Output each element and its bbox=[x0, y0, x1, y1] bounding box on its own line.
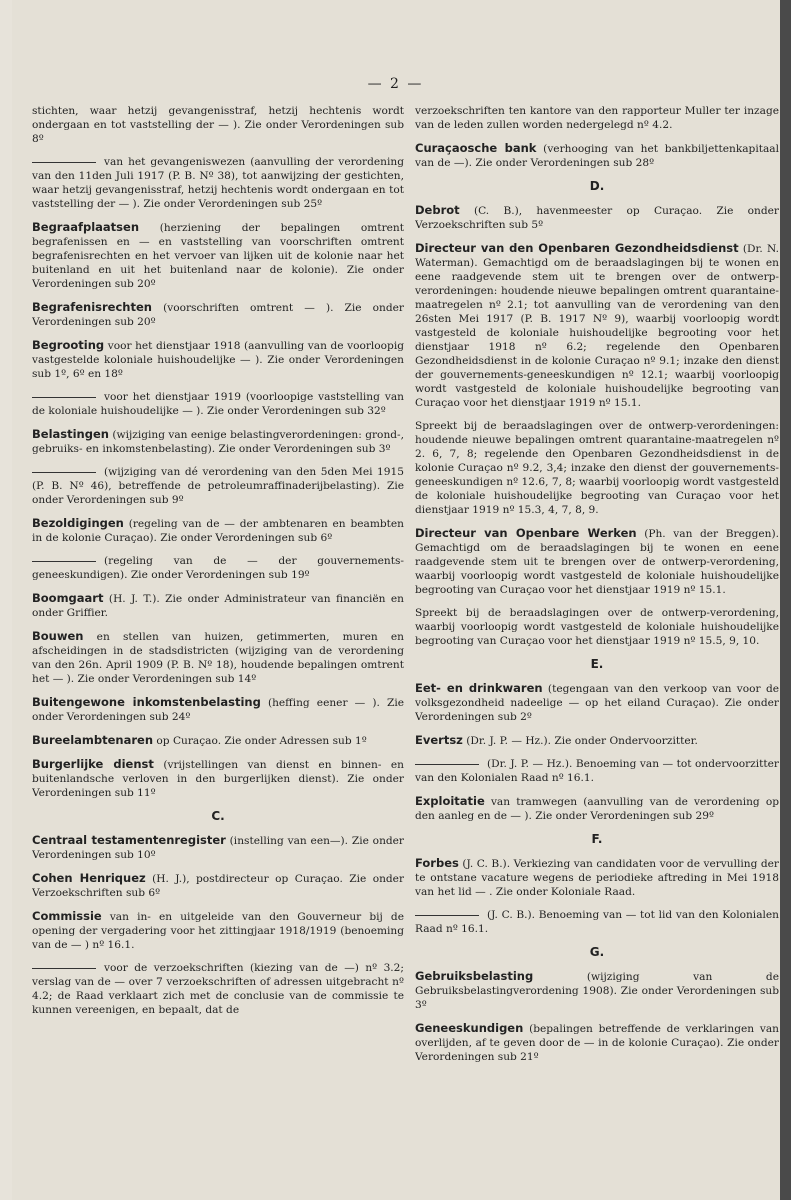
entry-heading: Begrooting bbox=[32, 338, 105, 352]
entry-heading: Belastingen bbox=[32, 427, 109, 441]
index-entry bbox=[32, 871, 404, 900]
entry-text: (regeling van de — der gouvernements-geneeskundigen). Zie onder Verordeningen sub 19º bbox=[32, 555, 404, 581]
ditto-rule bbox=[32, 968, 96, 969]
index-entry bbox=[415, 104, 779, 132]
index-entry bbox=[32, 695, 404, 724]
entry-text: Spreekt bij de beraadslagingen over de ontwerp-verordeningen: houdende nieuwe bepalingen omtrent quarantaine-maatregelen nº 2. 6, 7, 8; regelende den Openbaren Gezondheidsdienst in de kolonie Curaçao nº 9.2, 3,4; inzake den dienst der gouvernements-geneeskundigen nº 12.6, 7, 8; waarbij voorloopig wordt vastgesteld de koloniale huishoudelijke begrooting van Curaçao voor het dienstjaar 1919 nº 15.3, 4, 7, 8, 9. bbox=[415, 420, 779, 516]
entry-text: (Dr. J. P. — Hz.). Benoeming van — tot ondervoorzitter van den Kolonialen Raad nº 16.1. bbox=[415, 758, 779, 784]
entry-heading: Geneeskundigen bbox=[415, 1021, 524, 1035]
page-number: — 2 — bbox=[367, 76, 424, 92]
index-entry bbox=[415, 757, 779, 785]
entry-heading: Begraafplaatsen bbox=[32, 220, 140, 234]
entry-heading: Buitengewone inkomstenbelasting bbox=[32, 695, 261, 709]
entry-heading: Forbes bbox=[415, 856, 459, 870]
index-entry bbox=[32, 733, 404, 748]
index-entry bbox=[32, 427, 404, 456]
entry-text: (voorschriften omtrent — ). Zie onder Verordeningen sub 20º bbox=[32, 302, 404, 328]
entry-text: van tramwegen (aanvulling van de verordening op den aanleg en de — ). Zie onder Verordeningen sub 29º bbox=[415, 796, 779, 822]
index-entry bbox=[415, 856, 779, 899]
entry-text: (J. C. B.). Benoeming van — tot lid van den Kolonialen Raad nº 16.1. bbox=[415, 909, 779, 935]
entry-text: Spreekt bij de beraadslagingen over de ontwerp-verordening, waarbij voorloopig wordt vastgesteld de koloniale huishoudelijke begrooting van Curaçao voor het dienstjaar 1919 nº 15.5, 9, 10. bbox=[415, 607, 779, 647]
entry-text: (wijziging van eenige belastingverordeningen: grond-, gebruiks- en inkomstenbelasting). Zie onder Verordeningen sub 3º bbox=[32, 429, 404, 455]
scan-edge bbox=[780, 0, 791, 1200]
entry-heading: Eet- en drinkwaren bbox=[415, 681, 543, 695]
entry-text: (regeling van de — der ambtenaren en beambten in de kolonie Curaçao). Zie onder Verordeningen sub 6º bbox=[32, 518, 404, 544]
index-entry bbox=[415, 526, 779, 597]
entry-heading: Bezoldigingen bbox=[32, 516, 124, 530]
entry-text: (bepalingen betreffende de verklaringen van overlijden, af te geven door de — in de kolonie Curaçao). Zie onder Verordeningen sub 21º bbox=[415, 1023, 779, 1063]
entry-text: (wijziging van dé verordening van den 5den Mei 1915 (P. B. Nº 46), betreffende de petroleumraffinaderijbelasting). Zie onder Verordeningen sub 9º bbox=[32, 466, 404, 506]
index-entry bbox=[32, 909, 404, 952]
entry-text: stichten, waar hetzij gevangenisstraf, hetzij hechtenis wordt ondergaan en tot vaststelling der — ). Zie onder Verordeningen sub 8º bbox=[32, 105, 404, 145]
index-entry bbox=[32, 554, 404, 582]
entry-heading: Curaçaosche bank bbox=[415, 141, 537, 155]
ditto-rule bbox=[32, 162, 96, 163]
index-entry bbox=[415, 1021, 779, 1064]
index-entry bbox=[415, 908, 779, 936]
section-letter: C. bbox=[211, 809, 225, 823]
entry-heading: Commissie bbox=[32, 909, 102, 923]
entry-heading: Exploitatie bbox=[415, 794, 485, 808]
ditto-rule bbox=[415, 764, 479, 765]
entry-text: en stellen van huizen, getimmerten, muren en afscheidingen in de stadsdistricten (wijziging van de verordening van den 26n. April 1909 (P. B. Nº 18), houdende bepalingen omtrent het — ). Zie onder Verordeningen sub 14º bbox=[32, 631, 404, 685]
left-column bbox=[32, 104, 404, 1194]
ditto-rule bbox=[32, 397, 96, 398]
entry-heading: Bouwen bbox=[32, 629, 84, 643]
section-letter: G. bbox=[589, 945, 605, 959]
index-entry bbox=[32, 390, 404, 418]
index-entry bbox=[415, 606, 779, 648]
entry-text: (instelling van een—). Zie onder Verordeningen sub 10º bbox=[32, 835, 404, 861]
entry-heading: Cohen Henriquez bbox=[32, 871, 146, 885]
section-letter: E. bbox=[590, 657, 604, 671]
index-entry bbox=[415, 419, 779, 517]
entry-text: van in- en uitgeleide van den Gouverneur bij de opening der vergadering voor het zittingjaar 1918/1919 (benoeming van de — ) nº 16.1. bbox=[32, 911, 404, 951]
entry-text: (heffing eener — ). Zie onder Verordeningen sub 24º bbox=[32, 697, 404, 723]
entry-heading: Directeur van den Openbaren Gezondheidsdienst bbox=[415, 241, 739, 255]
entry-text: (Ph. van der Breggen). Gemachtigd om de beraadslagingen bij te wonen en eene raadgevende stem uit te brengen over de ontwerp-verordening, waarbij voorloopig wordt vastgesteld de koloniale huishoudelijke begrooting van Curaçao voor het dienstjaar 1919 nº 15.1. bbox=[415, 528, 779, 596]
index-entry bbox=[415, 794, 779, 823]
ditto-rule bbox=[32, 472, 96, 473]
index-entry bbox=[415, 141, 779, 170]
entry-heading: Burgerlijke dienst bbox=[32, 757, 154, 771]
entry-text: (Dr. J. P. — Hz.). Zie onder Ondervoorzitter. bbox=[462, 735, 698, 747]
entry-text: (H. J. T.). Zie onder Administrateur van financiën en onder Griffier. bbox=[32, 593, 404, 619]
entry-heading: Centraal testamentenregister bbox=[32, 833, 226, 847]
index-entry bbox=[32, 757, 404, 800]
index-entry bbox=[415, 969, 779, 1012]
index-entry bbox=[32, 155, 404, 211]
entry-heading: Debrot bbox=[415, 203, 460, 217]
entry-heading: Begrafenisrechten bbox=[32, 300, 152, 314]
entry-text: (wijziging van de Gebruiksbelastingverordening 1908). Zie onder Verordeningen sub 3º bbox=[415, 971, 779, 1011]
entry-heading: Evertsz bbox=[415, 733, 463, 747]
entry-text: van het gevangeniswezen (aanvulling der verordening van den 11den Juli 1917 (P. B. Nº 38), tot aanwijzing der gestichten, waar hetzij gevangenisstraf, hetzij hechtenis wordt ondergaan en tot vaststelling der — ). Zie onder Verordeningen sub 25º bbox=[32, 156, 404, 210]
entry-heading: Directeur van Openbare Werken bbox=[415, 526, 637, 540]
entry-text: voor het dienstjaar 1918 (aanvulling van de voorloopig vastgestelde koloniale huishoudelijke — ). Zie onder Verordeningen sub 1º, 6º en 18º bbox=[32, 340, 404, 380]
index-entry bbox=[32, 516, 404, 545]
index-entry bbox=[415, 241, 779, 410]
entry-text: (H. J.), postdirecteur op Curaçao. Zie onder Verzoekschriften sub 6º bbox=[32, 873, 404, 899]
index-entry bbox=[32, 300, 404, 329]
entry-text: (Dr. N. Waterman). Gemachtigd om de beraadslagingen bij te wonen en eene raadgevende stem uit te brengen over de ontwerp-verordeningen: houdende nieuwe bepalingen omtrent quarantaine-maatregelen nº 2.1; tot aanvulling van de verordening van den 26sten Mei 1917 (P. B. 1917 Nº 9), waarbij voorloopig wordt vastgesteld de koloniale huishoudelijke begrooting voor het dienstjaar 1918 nº 6.2; regelende den Openbaren Gezondheidsdienst in de kolonie Curaçao nº 9.1; inzake den dienst der gouvernements-geneeskundigen nº 12.1; waarbij voorloopig wordt vastgesteld de koloniale huishoudelijke begrooting van Curaçao voor het dienstjaar 1919 nº 15.1. bbox=[415, 243, 779, 409]
index-entry bbox=[32, 338, 404, 381]
entry-text: verzoekschriften ten kantore van den rapporteur Muller ter inzage van de leden zullen worden nedergelegd nº 4.2. bbox=[415, 105, 779, 131]
right-column bbox=[415, 104, 779, 1194]
index-entry bbox=[415, 681, 779, 724]
entry-text: voor het dienstjaar 1919 (voorloopige vaststelling van de koloniale huishoudelijke — ). Zie onder Verordeningen sub 32º bbox=[32, 391, 404, 417]
entry-text: (herziening der bepalingen omtrent begrafenissen en — en vaststelling van voorschriften omtrent begrafenisrechten en het vervoer van lijken uit de kolonie naar het buitenland en uit het buitenland naar de kolonie). Zie onder Verordeningen sub 20º bbox=[32, 222, 404, 290]
index-entry bbox=[32, 591, 404, 620]
entry-text: (vrijstellingen van dienst en binnen- en buitenlandsche verloven in den burgerlijken dienst). Zie onder Verordeningen sub 11º bbox=[32, 759, 404, 799]
index-entry bbox=[32, 465, 404, 507]
section-letter: F. bbox=[591, 832, 603, 846]
index-entry bbox=[32, 961, 404, 1017]
entry-text: (tegengaan van den verkoop van voor de volksgezondheid nadeelige — op het eiland Curaçao). Zie onder Verordeningen sub 2º bbox=[415, 683, 779, 723]
entry-text: voor de verzoekschriften (kiezing van de —) nº 3.2; verslag van de — over 7 verzoekschriften of adressen uitgebracht nº 4.2; de Raad verklaart zich met de conclusie van de commissie te kunnen vereenigen, en bepaalt, dat de bbox=[32, 962, 404, 1016]
index-entry bbox=[32, 833, 404, 862]
entry-text: (C. B.), havenmeester op Curaçao. Zie onder Verzoekschriften sub 5º bbox=[415, 205, 779, 231]
index-entry bbox=[32, 220, 404, 291]
index-entry bbox=[32, 104, 404, 146]
section-letter: D. bbox=[589, 179, 605, 193]
entry-text: op Curaçao. Zie onder Adressen sub 1º bbox=[153, 735, 367, 747]
entry-text: (J. C. B.). Verkiezing van candidaten voor de vervulling der te ontstane vacature wegens de periodieke aftreding in Mei 1918 van het lid — . Zie onder Koloniale Raad. bbox=[415, 858, 779, 898]
entry-heading: Boomgaart bbox=[32, 591, 104, 605]
index-entry bbox=[415, 203, 779, 232]
ditto-rule bbox=[415, 915, 479, 916]
entry-heading: Bureelambtenaren bbox=[32, 733, 154, 747]
ditto-rule bbox=[32, 561, 96, 562]
entry-heading: Gebruiksbelasting bbox=[415, 969, 534, 983]
entry-text: (verhooging van het bankbiljettenkapitaal van de —). Zie onder Verordeningen sub 28º bbox=[415, 143, 779, 169]
index-entry bbox=[415, 733, 779, 748]
index-entry bbox=[32, 629, 404, 686]
